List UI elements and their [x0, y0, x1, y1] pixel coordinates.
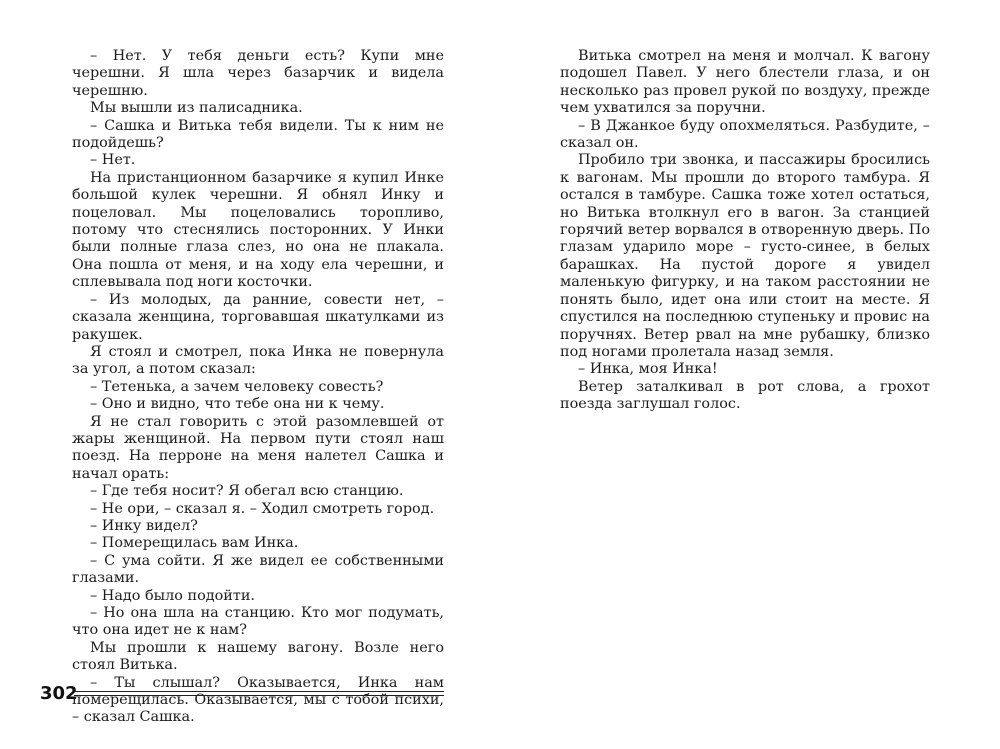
paragraph: Мы прошли к нашему вагону. Возле него стоял Витька. — [72, 639, 444, 674]
paragraph: – Инка, моя Инка! — [578, 361, 718, 378]
paragraph: – Надо было подойти. — [90, 587, 255, 604]
paragraph: – Из молодых, да ранние, совести нет, – сказала женщина, торговавшая шкатулками из ракушек. — [72, 291, 444, 343]
paragraph: – Но она шла на станцию. Кто мог подумать, что она идет не к нам? — [72, 605, 444, 639]
paragraph: – Сашка и Витька тебя видели. Ты к ним не подойдешь? — [72, 117, 444, 152]
left-page-text — [72, 48, 444, 727]
right-page-text — [560, 48, 930, 414]
paragraph: – Нет. — [90, 152, 136, 169]
paragraph: Я не стал говорить с этой разомлевшей от жары женщиной. На первом пути стоял наш поезд. На перроне на меня налетел Сашка и начал орать: — [72, 413, 444, 482]
paragraph: – Ты слышал? Оказывается, Инка нам померещилась. Оказывается, мы с тобой психи, – сказал Сашка. — [72, 674, 444, 726]
footer-rule — [74, 691, 444, 692]
paragraph: – Где тебя носит? Я обегал всю станцию. — [90, 483, 404, 500]
paragraph: – Тетенька, а зачем человеку совесть? — [90, 378, 384, 395]
paragraph: Пробило три звонка, и пассажиры бросились к вагонам. Мы прошли до второго тамбура. Я остался в тамбуре. Сашка тоже хотел остаться, но Витька втолкнул его в вагон. За станцией горячий ветер ворвался в отворенную дверь. По глазам ударило море – густо-синее, в белых барашках. На пустой дороге я увидел маленькую фигурку, и на таком расстоянии не понять было, идет она или стоит на месте. Я спустился на последнюю ступеньку и провис на поручнях. Ветер рвал на мне рубашку, близко под ногами пролетала назад земля. — [560, 152, 930, 360]
paragraph: – Померещилась вам Инка. — [90, 535, 299, 552]
paragraph: Я стоял и смотрел, пока Инка не повернула за угол, а потом сказал: — [72, 343, 444, 378]
paragraph: – Оно и видно, что тебе она ни к чему. — [90, 396, 385, 413]
paragraph: – Нет. У тебя деньги есть? Купи мне черешни. Я шла через базарчик и видела черешню. — [72, 48, 444, 99]
paragraph: Ветер заталкивал в рот слова, а грохот поезда заглушал голос. — [560, 378, 930, 413]
paragraph: – В Джанкое буду опохмеляться. Разбудите, – сказал он. — [560, 117, 930, 152]
footer-rule — [74, 695, 444, 696]
paragraph: – Не ори, – сказал я. – Ходил смотреть город. — [90, 500, 435, 517]
paragraph: На пристанционном базарчике я купил Инке большой кулек черешни. Я обнял Инку и поцеловал. Мы поцеловались торопливо, потому что стеснялись посторонних. У Инки были полные глаза слез, но она не плакала. Она пошла от меня, и на ходу ела черешни, и сплевывала под ноги косточки. — [72, 169, 444, 291]
page-footer — [40, 682, 444, 706]
page-number: 302 — [40, 683, 78, 704]
paragraph: – Инку видел? — [90, 517, 198, 534]
paragraph: Витька смотрел на меня и молчал. К вагону подошел Павел. У него блестели глаза, и он несколько раз провел рукой по воздуху, прежде чем ухватился за поручни. — [560, 48, 930, 117]
paragraph: – С ума сойти. Я же видел ее собственными глазами. — [72, 552, 444, 587]
paragraph: Мы вышли из палисадника. — [90, 100, 303, 117]
